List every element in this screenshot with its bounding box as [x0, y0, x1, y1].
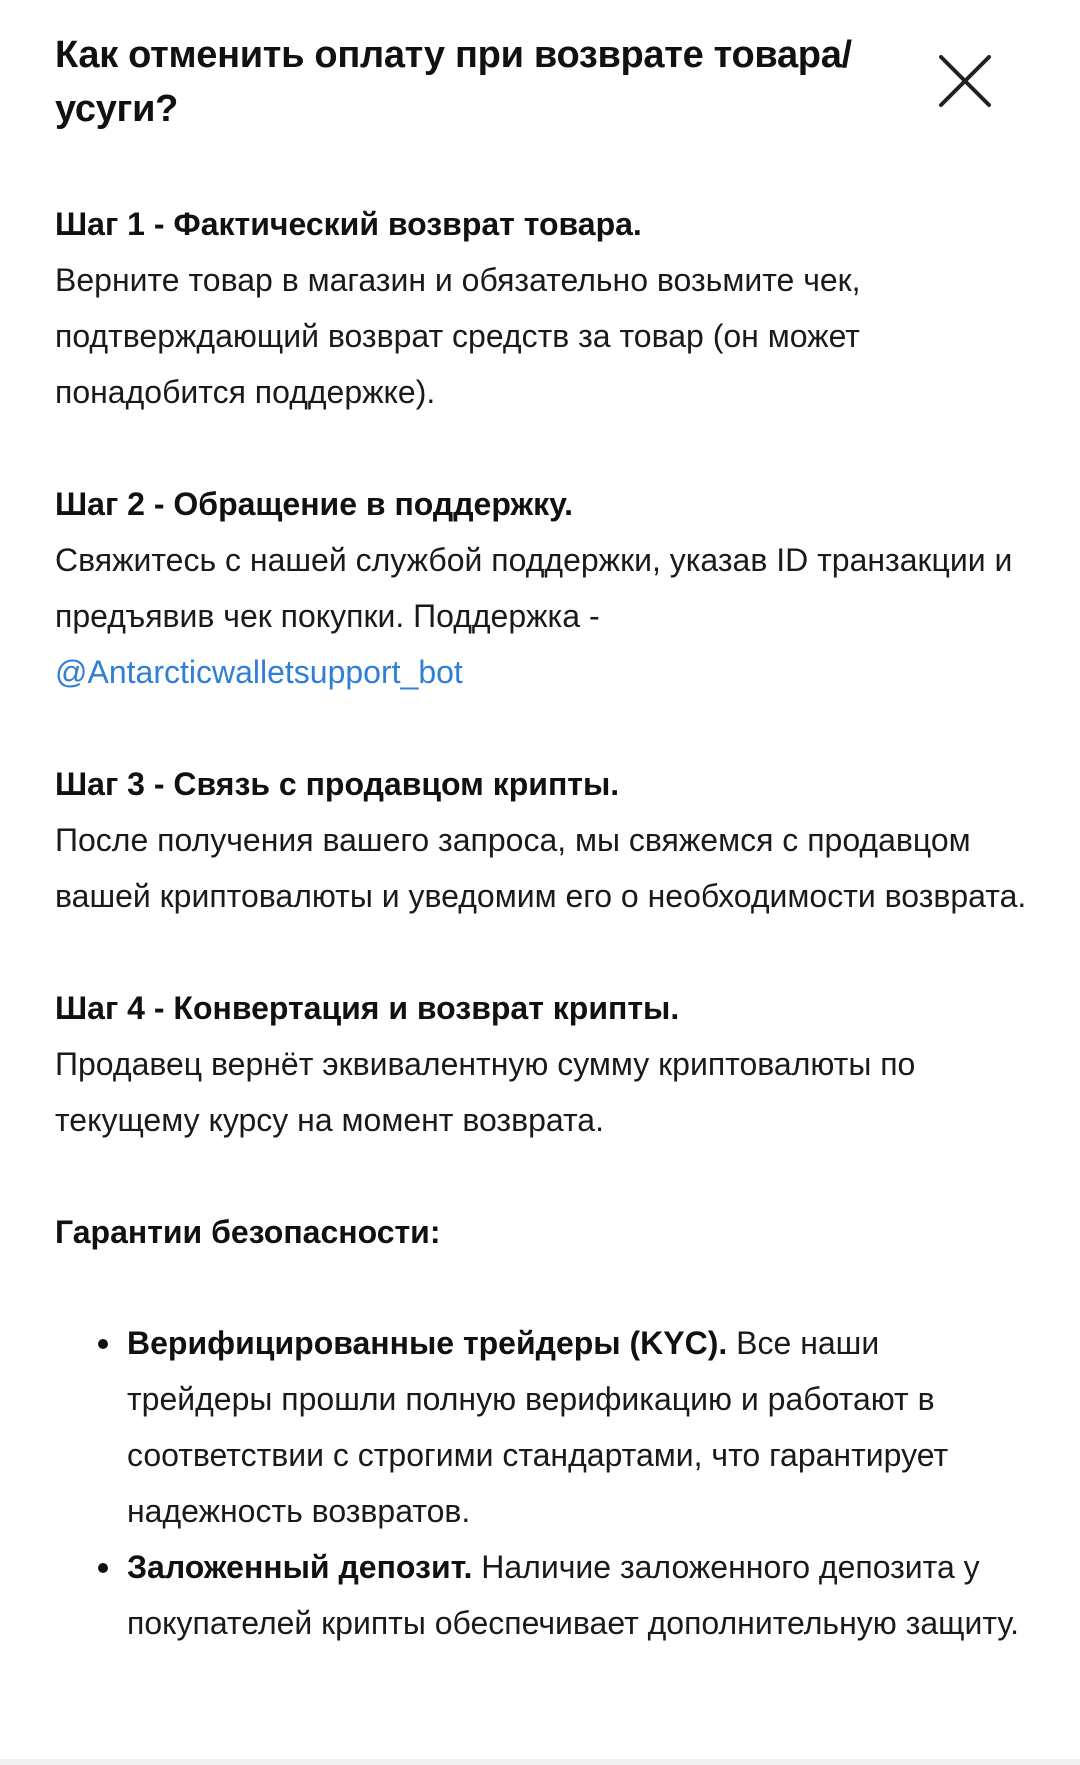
close-icon: [936, 52, 994, 110]
step-body-text: Свяжитесь с нашей службой поддержки, указав ID транзакции и предъявив чек покупки. Поддержка -: [55, 542, 1013, 634]
step-4: [55, 980, 1030, 1148]
list-item: [55, 1539, 1030, 1651]
list-item: [55, 1315, 1030, 1539]
step-body: После получения вашего запроса, мы свяжемся с продавцом вашей криптовалюты и уведомим его о необходимости возврата.: [55, 822, 1027, 914]
page-title: Как отменить оплату при возврате товара/усуги?: [55, 34, 852, 130]
step-3: [55, 756, 1030, 924]
guarantee-heading: Верифицированные трейдеры (KYC).: [127, 1325, 728, 1361]
guarantee-heading: Заложенный депозит.: [127, 1549, 473, 1585]
close-button[interactable]: [936, 52, 994, 110]
bullet-icon: [98, 1563, 108, 1573]
guarantee-text: Наличие заложенного депозита у покупателей крипты обеспечивает дополнительную защиту.: [127, 1549, 1020, 1641]
guarantees-list: [55, 1315, 1030, 1651]
step-body: Продавец вернёт эквивалентную сумму криптовалюты по текущему курсу на момент возврата.: [55, 1046, 916, 1138]
step-1: [55, 196, 1030, 420]
sheet-header: [55, 28, 915, 136]
step-title: Шаг 3 - Связь с продавцом крипты.: [55, 766, 620, 802]
step-2: [55, 476, 1030, 700]
support-bot-link[interactable]: @Antarcticwalletsupport_bot: [55, 654, 463, 690]
step-body: [55, 532, 1030, 700]
guarantee-text: Все наши трейдеры прошли полную верификацию и работают в соответствии с строгими стандартами, что гарантирует надежность возвратов.: [127, 1325, 949, 1529]
guarantees-title: Гарантии безопасности:: [55, 1214, 441, 1250]
step-title: Шаг 4 - Конвертация и возврат крипты.: [55, 990, 680, 1026]
step-title: Шаг 2 - Обращение в поддержку.: [55, 486, 574, 522]
bullet-icon: [98, 1339, 108, 1349]
step-body: Верните товар в магазин и обязательно возьмите чек, подтверждающий возврат средств за товар (он может понадобится поддержке).: [55, 262, 861, 410]
step-title: Шаг 1 - Фактический возврат товара.: [55, 206, 642, 242]
bottom-edge: [0, 1759, 1080, 1765]
sheet-content: [55, 196, 1030, 1651]
